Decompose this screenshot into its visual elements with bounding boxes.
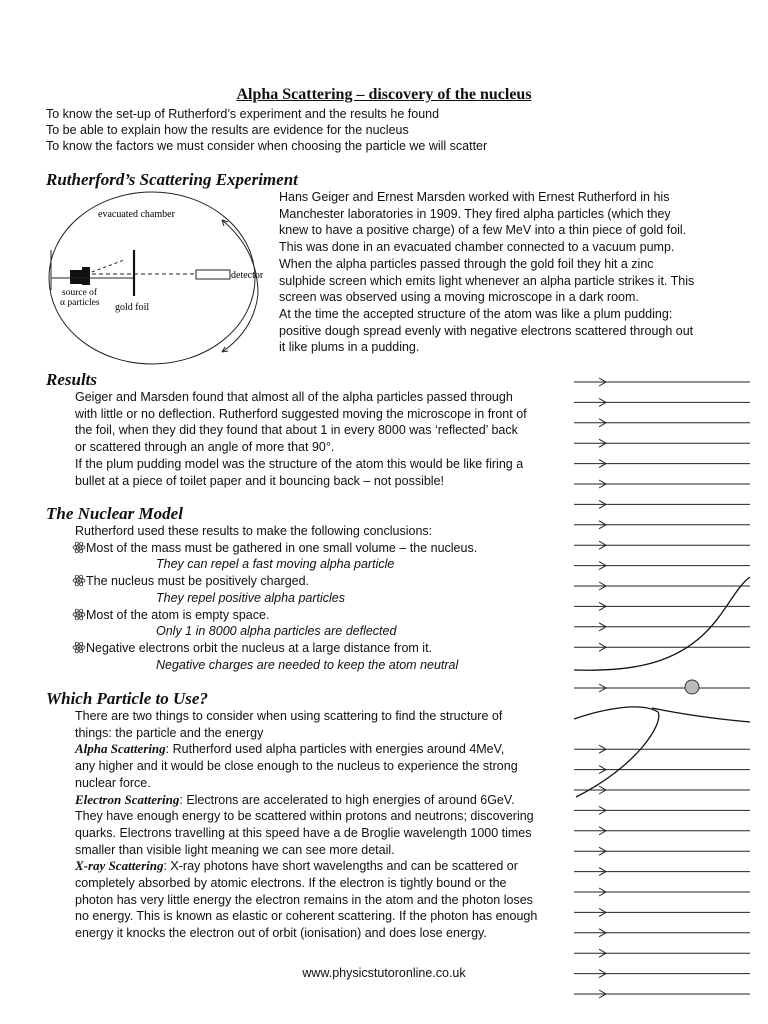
nuclear-model-intro: Rutherford used these results to make the following conclusions: xyxy=(75,524,433,538)
atom-bullet-icon xyxy=(72,574,86,587)
conclusion-item: Most of the mass must be gathered in one small volume – the nucleus. xyxy=(72,540,477,557)
atom-bullet-icon xyxy=(72,541,86,554)
results-text: Geiger and Marsden found that almost all of the alpha particles passed through with little or no deflection. Rutherford suggested moving the microscope in front of the foil, when they did they found that about 1 in every 8000 was ‘reflected’ back or scattered through an angle of more that 90°. If the plum pudding model was the structure of the atom this would be like firing a bullet at a piece of toilet paper and it bouncing back – not possible! xyxy=(75,390,527,488)
nuclear-model-heading: The Nuclear Model xyxy=(46,504,183,523)
alpha-track-lines xyxy=(574,378,750,998)
objective-item: To be able to explain how the results are evidence for the nucleus xyxy=(46,123,409,137)
atom-bullet-icon xyxy=(72,641,86,654)
foil-label: gold foil xyxy=(115,302,150,313)
alpha-source-block xyxy=(70,270,84,284)
alpha-scattering-label: Alpha Scattering xyxy=(75,741,166,757)
atom-bullet-icon xyxy=(72,608,86,621)
experiment-heading: Rutherford’s Scattering Experiment xyxy=(46,170,298,189)
objectives-list xyxy=(46,106,487,154)
conclusion-item: Negative electrons orbit the nucleus at a large distance from it. xyxy=(72,640,477,657)
nucleus-icon xyxy=(685,680,699,694)
detector-label: detector xyxy=(231,270,264,281)
backscattered-track xyxy=(574,707,659,797)
conclusion-reason: They repel positive alpha particles xyxy=(156,590,345,605)
alpha-tracks-diagram xyxy=(566,372,756,1022)
objective-item: To know the set-up of Rutherford’s experiment and the results he found xyxy=(46,107,440,121)
nuclear-model-list xyxy=(75,523,477,673)
motion-arrow-upper xyxy=(222,220,258,294)
detector xyxy=(196,270,230,279)
electron-scattering-label: Electron Scattering xyxy=(75,791,180,807)
scattering-apparatus-diagram xyxy=(44,190,284,370)
source-label-2: α particles xyxy=(60,298,100,308)
conclusion-reason: They can repel a fast moving alpha particle xyxy=(156,557,395,572)
chamber-label: evacuated chamber xyxy=(98,209,175,220)
objective-item: To know the factors we must consider when choosing the particle we will scatter xyxy=(46,139,488,153)
conclusion-reason: Only 1 in 8000 alpha particles are deflected xyxy=(156,624,397,639)
conclusion-item: Most of the atom is empty space. xyxy=(72,607,477,624)
conclusion-reason: Negative charges are needed to keep the atom neutral xyxy=(156,657,459,672)
deflected-track-lower xyxy=(652,708,750,722)
footer-url: www.physicstutoronline.co.uk xyxy=(302,966,466,980)
results-heading: Results xyxy=(46,370,98,389)
particle-text: There are two things to consider when using scattering to find the structure of things: the particle and the energy Alpha Scattering: Rutherford used alpha particles with energies around 4MeV, any higher and it would be close enough to the nucleus to experience the strong nuclear force. Electron Scattering: Electrons are accelerated to high energies of around 6GeV. They have enough energy to be scattered within protons and neutrons; discovering quarks. Electrons travelling at this speed have a de Broglie wavelength 1000 times smaller than visible light meaning we can see more detail. X-ray Scattering: X-ray photons have short wavelengths and can be scattered or completely absorbed by atomic electrons. If the electron is tightly bound or the photon has very little energy the electron remains in the atom and the photon loses no energy. This is known as elastic or coherent scattering. If the photon has enough energy it knocks the electron out of orbit (ionisation) and does lose energy. xyxy=(75,709,538,941)
conclusion-item: The nucleus must be positively charged. xyxy=(72,573,477,590)
source-label: source of xyxy=(62,288,98,298)
page-title: Alpha Scattering – discovery of the nucleus xyxy=(236,86,532,103)
particle-heading: Which Particle to Use? xyxy=(46,689,208,708)
experiment-text: Hans Geiger and Ernest Marsden worked with Ernest Rutherford in his Manchester laboratories in 1909. They fired alpha particles (which they knew to have a positive charge) of a few MeV into a thin piece of gold foil. This was done in an evacuated chamber connected to a vacuum pump. When the alpha particles passed through the gold foil they hit a zinc sulphide screen which emits light whenever an alpha particle strikes it. This screen was observed using a moving microscope in a dark room. At the time the accepted structure of the atom was like a plum pudding: positive dough spread evenly with negative electrons scattered through out it like plums in a pudding. xyxy=(279,190,695,355)
xray-scattering-label: X-ray Scattering xyxy=(75,858,164,874)
